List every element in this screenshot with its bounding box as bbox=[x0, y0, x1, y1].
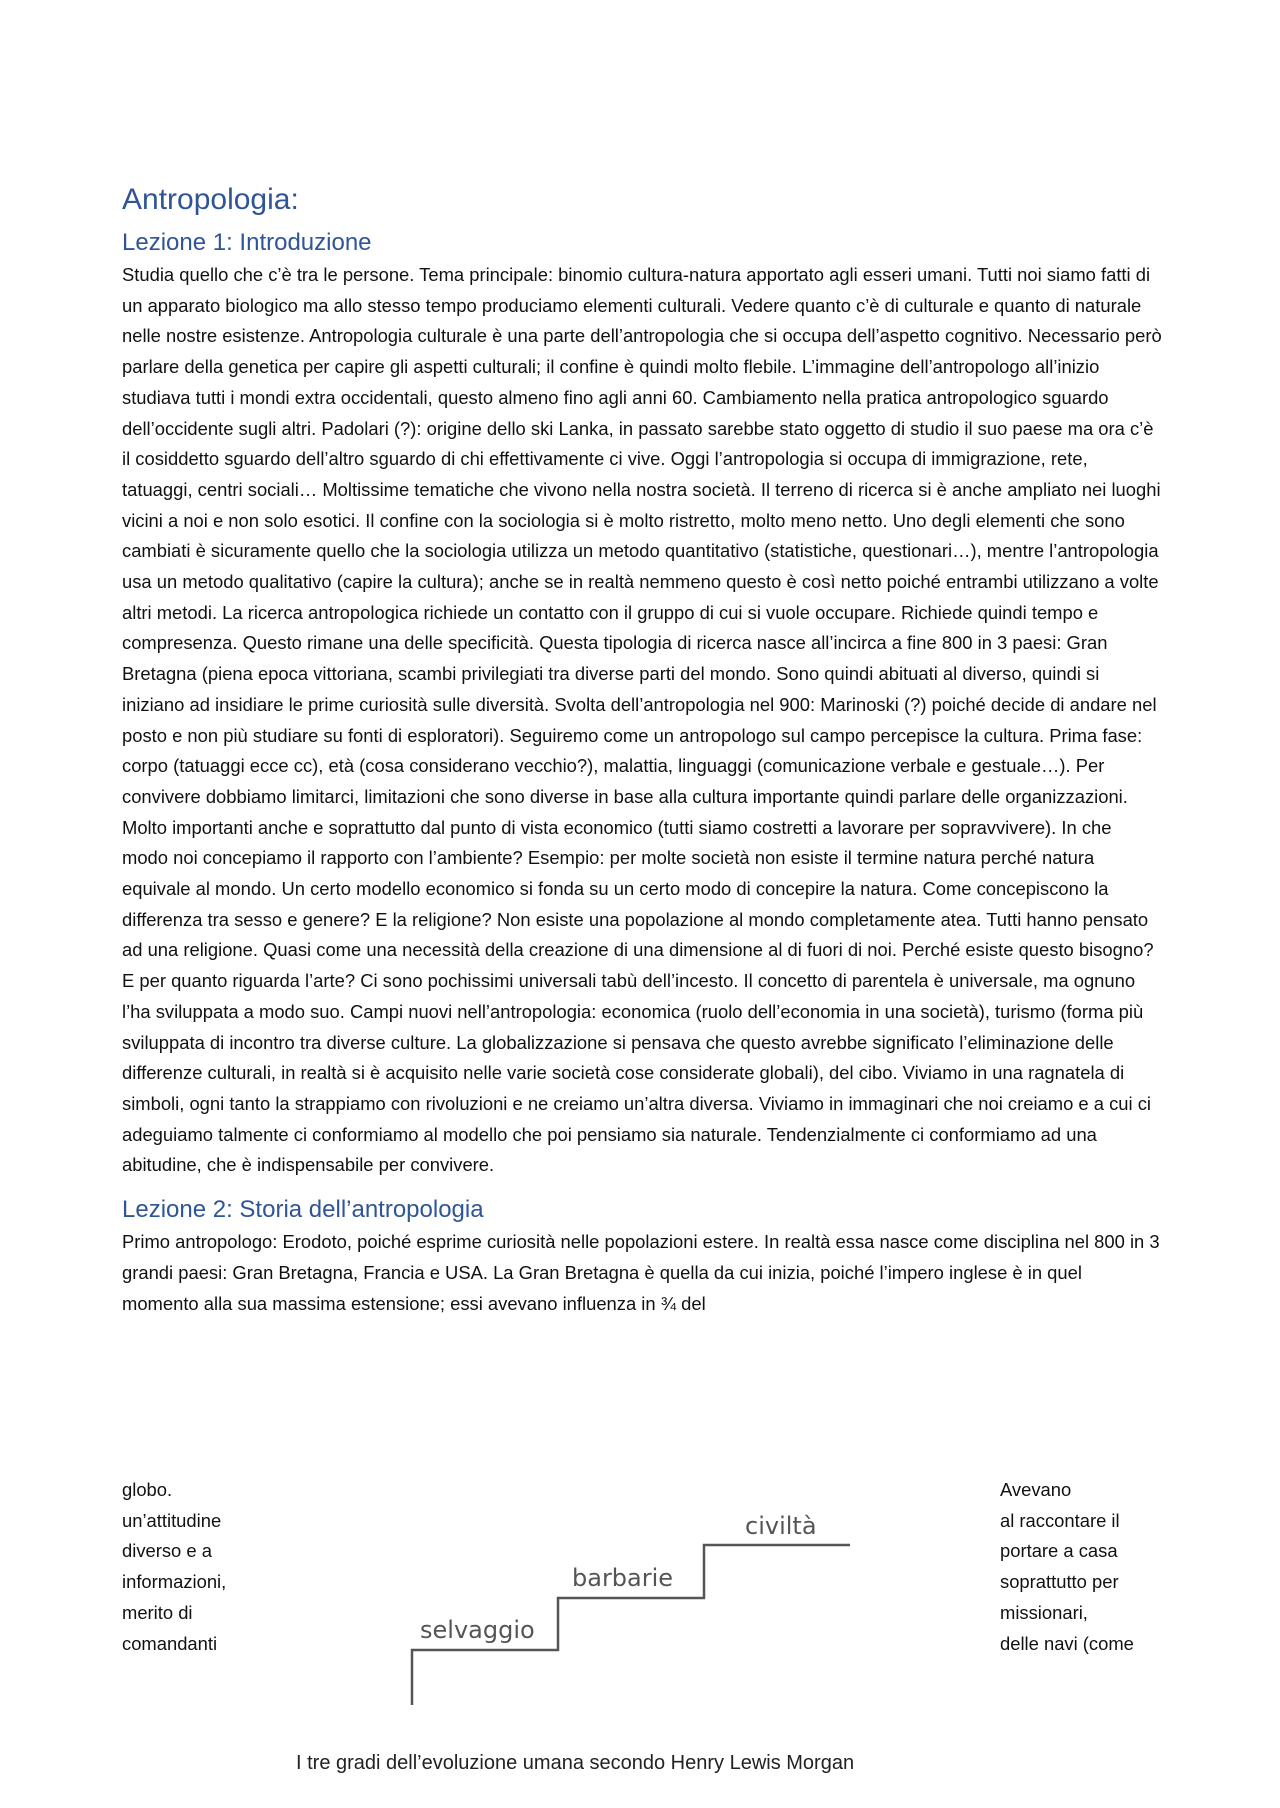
left-line: un’attitudine bbox=[122, 1509, 222, 1531]
diagram-caption: I tre gradi dell’evoluzione umana secondo Henry Lewis Morgan bbox=[296, 1752, 855, 1774]
left-line: merito di bbox=[122, 1601, 193, 1623]
evolution-staircase-diagram bbox=[400, 1500, 860, 1710]
right-line: Avevano bbox=[1000, 1479, 1072, 1500]
left-line: globo. bbox=[122, 1479, 173, 1500]
document-title: Antropologia: bbox=[122, 183, 299, 216]
lesson-2-heading: Lezione 2: Storia dell’antropologia bbox=[122, 1196, 484, 1224]
step-label-selvaggio: selvaggio bbox=[420, 1616, 535, 1644]
lesson-1-heading: Lezione 1: Introduzione bbox=[122, 229, 372, 256]
lesson-2-right-column bbox=[1000, 1475, 1134, 1659]
step-label-barbarie: barbarie bbox=[572, 1564, 674, 1592]
lesson-1-body: Studia quello che c’è tra le persone. Tema principale: binomio cultura-natura apportato agli esseri umani. Tutti noi siamo fatti di un apparato biologico ma allo stesso tempo produciamo elementi culturali. Vedere quanto c’è di culturale e quanto di naturale nelle nostre esistenze. Antropologia culturale è una parte dell’antropologia che si occupa dell’aspetto cognitivo. Necessario però parlare della genetica per capire gli aspetti culturali; il confine è quindi molto flebile. L’immagine dell’antropologo all’inizio studiava tutti i mondi extra occidentali, questo almeno fino agli anni 60. Cambiamento nella pratica antropologico sguardo dell’occidente sugli altri. Padolari (?): origine dello ski Lanka, in passato sarebbe stato oggetto di studio il suo paese ma ora c’è il cosiddetto sguardo dell’altro sguardo di chi effettivamente ci vive. Oggi l’antropologia si occupa di immigrazione, rete, tatuaggi, centri sociali… Moltissime tematiche che vivono nella nostra società. Il terreno di ricerca si è anche ampliato nei luoghi vicini a noi e non solo esotici. Il confine con la sociologia si è molto ristretto, molto meno netto. Uno degli elementi che sono cambiati è sicuramente quello che la sociologia utilizza un metodo quantitativo (statistiche, questionari…), mentre l’antropologia usa un metodo qualitativo (capire la cultura); anche se in realtà nemmeno questo è così netto poiché entrambi utilizzano a volte altri metodi. La ricerca antropologica richiede un contatto con il gruppo di cui si vuole occupare. Richiede quindi tempo e compresenza. Questo rimane una delle specificità. Questa tipologia di ricerca nasce all’incirca a fine 800 in 3 paesi: Gran Bretagna (piena epoca vittoriana, scambi privilegiati tra diverse parti del mondo. Sono quindi abituati al diverso, quindi si iniziano ad insidiare le prime curiosità sulle diversità. Svolta dell’antropologia nel 900: Marinoski (?) poiché decide di andare nel posto e non più studiare su fonti di esploratori). Seguiremo come un antropologo sul campo percepisce la cultura. Prima fase: corpo (tatuaggi ecce cc), età (cosa considerano vecchio?), malattia, linguaggi (comunicazione verbale e gestuale…). Per convivere dobbiamo limitarci, limitazioni che sono diverse in base alla cultura importante quindi parlare delle organizzazioni. Molto importanti anche e soprattutto dal punto di vista economico (tutti siamo costretti a lavorare per sopravvivere). In che modo noi concepiamo il rapporto con l’ambiente? Esempio: per molte società non esiste il termine natura perché natura equivale al mondo. Un certo modello economico si fonda su un certo modo di concepire la natura. Come concepiscono la differenza tra sesso e genere? E la religione? Non esiste una popolazione al mondo completamente atea. Tutti hanno pensato ad una religione. Quasi come una necessità della creazione di una dimensione al di fuori di noi. Perché esiste questo bisogno? E per quanto riguarda l’arte? Ci sono pochissimi universali tabù dell’incesto. Il concetto di parentela è universale, ma ognuno l’ha sviluppata a modo suo. Campi nuovi nell’antropologia: economica (ruolo dell’economia in una società), turismo (forma più sviluppata di incontro tra diverse culture. La globalizzazione si pensava che questo avrebbe significato l’eliminazione delle differenze culturali, in realtà si è acquisito nelle varie società cose considerate globali), del cibo. Viviamo in una ragnatela di simboli, ogni tanto la strappiamo con rivoluzioni e ne creiamo un’altra diversa. Viviamo in immaginari che noi creiamo e a cui ci adeguiamo talmente ci conformiamo al modello che poi pensiamo sia naturale. Tendenzialmente ci conformiamo ad una abitudine, che è indispensabile per convivere. bbox=[122, 264, 1162, 1176]
right-line: missionari, bbox=[1000, 1601, 1088, 1623]
right-line: soprattutto per bbox=[1000, 1571, 1119, 1593]
right-line: portare a casa bbox=[1000, 1540, 1118, 1562]
left-line: diverso e a bbox=[122, 1540, 212, 1562]
document-page bbox=[122, 180, 1162, 1319]
lesson-2-left-column bbox=[122, 1475, 226, 1659]
left-line: comandanti bbox=[122, 1632, 218, 1654]
right-line: al raccontare il bbox=[1000, 1509, 1120, 1531]
lesson-2-body: Primo antropologo: Erodoto, poiché esprime curiosità nelle popolazioni estere. In realtà essa nasce come disciplina nel 800 in 3 grandi paesi: Gran Bretagna, Francia e USA. La Gran Bretagna è quella da cui inizia, poiché l’impero inglese è in quel momento alla sua massima estensione; essi avevano influenza in ¾ del bbox=[122, 1231, 1160, 1314]
step-label-civilta: civiltà bbox=[745, 1512, 817, 1540]
right-line: delle navi (come bbox=[1000, 1632, 1134, 1654]
left-line: informazioni, bbox=[122, 1571, 227, 1593]
